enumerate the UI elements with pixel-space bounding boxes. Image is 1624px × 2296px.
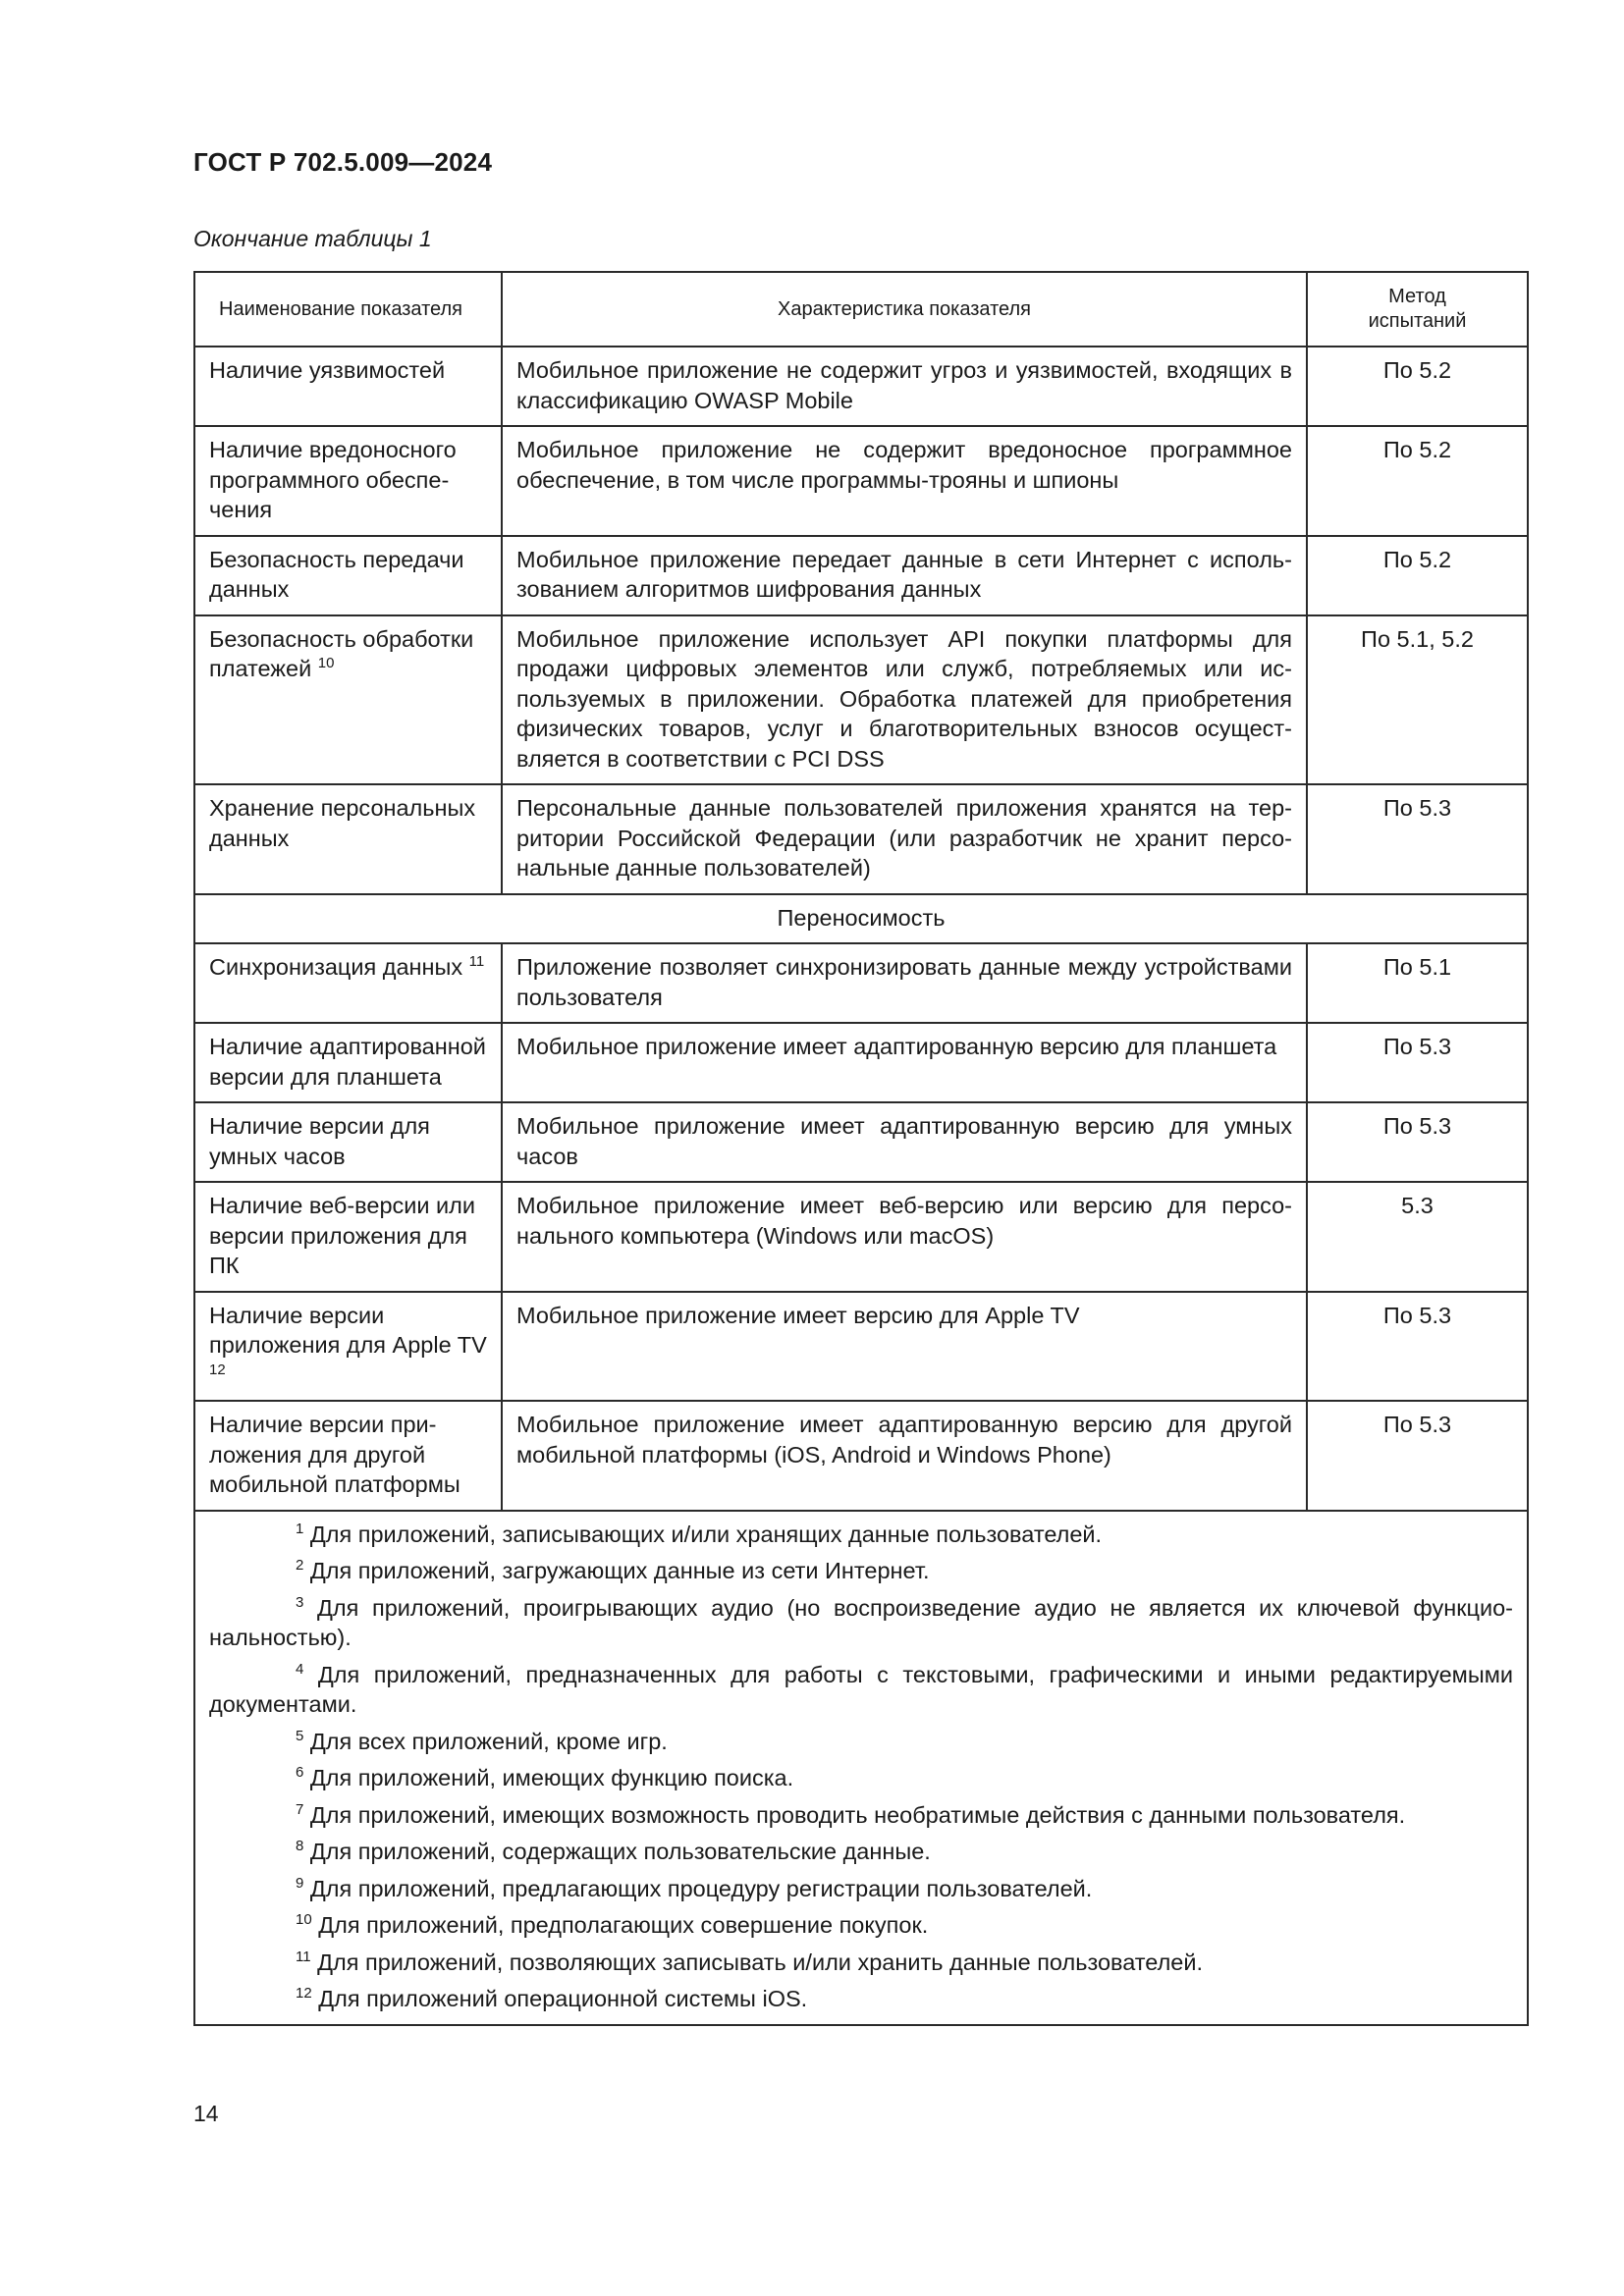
footnote-text: Для приложений, содержащих пользовательские данные. [309,1839,931,1864]
footnote-number: 5 [296,1727,304,1744]
test-method: По 5.3 [1307,1023,1528,1102]
test-method: По 5.3 [1307,1102,1528,1182]
footnote-text: Для приложений операционной системы iOS. [318,1986,808,2011]
test-method: По 5.1 [1307,943,1528,1023]
indicator-characteristic: Мобильное приложение передает данные в сети Интернет с использованием алгоритмов шифрования данных [502,536,1307,615]
footnote-text: Для приложений, предполагающих совершение покупок. [318,1912,929,1938]
footnote-number: 3 [296,1593,304,1611]
footnotes-cell [194,1511,1528,2025]
indicator-characteristic: Мобильное приложение не содержит угроз и уязвимостей, входящих в классификацию OWASP Mobile [502,347,1307,426]
footnote-text: Для приложений, имеющих возможность проводить необратимые действия с данными пользователя. [309,1801,1406,1828]
footnote-text: Для приложений, предлагающих процедуру регистрации пользователей. [309,1875,1093,1901]
footnote-number: 8 [296,1838,304,1854]
indicator-name-cell [194,536,502,615]
indicator-characteristic: Мобильное приложение имеет веб-версию или версию для персонального компьютера (Windows или macOS) [502,1182,1307,1292]
footnote-text: Для приложений, загружающих данные из сети Интернет. [309,1558,930,1583]
indicator-name-cell [194,1401,502,1511]
footnote [209,1837,1513,1867]
footnote [209,1874,1513,1904]
footnote [209,1910,1513,1941]
footnote [209,1520,1513,1550]
indicator-characteristic: Мобильное приложение использует API покупки платформы для продажи цифровых элементов или служб, потребляемых или используемых в приложении. Обработка платежей для приобретения физических товаров, услуг и благотворительных взносов осуществляется в соответствии с PCI DSS [502,615,1307,785]
test-method: По 5.1, 5.2 [1307,615,1528,785]
indicator-name-cell [194,1292,502,1402]
footnote-number: 11 [296,1948,311,1965]
indicator-name-cell [194,1102,502,1182]
footnote-text: Для приложений, имеющих функцию поиска. [309,1765,794,1790]
footnote-text: Для приложений, позволяющих записывать и/или хранить данные пользователей. [317,1949,1204,1975]
footnote-text: Для приложений, проигрывающих аудио (но воспроизведение аудио не является их ключевой функциональностью). [209,1594,1513,1650]
indicator-characteristic: Мобильное приложение имеет адаптированную версию для планшета [502,1023,1307,1102]
column-header-method-text: Метод испытаний [1368,286,1467,332]
footnote-number: 9 [296,1874,304,1892]
section-row [194,894,1528,944]
footnote [209,1660,1513,1720]
indicator-characteristic: Мобильное приложение имеет версию для Apple TV [502,1292,1307,1402]
footnote-number: 7 [296,1800,304,1818]
table-row [194,1023,1528,1102]
indicator-name-cell [194,784,502,894]
indicator-name: Наличие веб-версии или версии приложения для ПК [209,1193,476,1278]
indicator-name: Синхронизация данных [209,954,463,980]
footnote-number: 1 [296,1520,304,1537]
footnote [209,1948,1513,1978]
indicator-name-cell [194,943,502,1023]
indicator-name: Наличие вредоносного программного обеспечения [209,437,457,522]
indicator-name: Хранение персональных данных [209,795,476,851]
indicator-name: Наличие адаптированной версии для планшета [209,1034,486,1090]
footnote [209,1593,1513,1653]
indicator-name: Наличие версии приложения для Apple TV [209,1302,487,1358]
footnote-text: Для всех приложений, кроме игр. [309,1728,668,1754]
footnote-number: 2 [296,1557,304,1574]
footnote-number: 6 [296,1764,304,1781]
footnote-number: 12 [296,1985,312,2002]
footnote-number: 4 [296,1660,304,1678]
table-row [194,347,1528,426]
indicator-name-cell [194,1023,502,1102]
footnote [209,1984,1513,2014]
page-number: 14 [193,2101,219,2126]
footnote-text: Для приложений, записывающих и/или хранящих данные пользователей. [309,1521,1103,1547]
indicator-name: Наличие версии для умных часов [209,1113,430,1169]
table-row [194,784,1528,894]
indicator-name-cell [194,615,502,785]
table-row [194,1401,1528,1511]
footnote-ref: 11 [468,953,485,970]
test-method: 5.3 [1307,1182,1528,1292]
requirements-table [193,271,1529,2026]
table-row [194,615,1528,785]
test-method: По 5.3 [1307,1292,1528,1402]
column-header-name: Наименование показателя [194,272,502,347]
test-method: По 5.2 [1307,426,1528,536]
footnote [209,1763,1513,1793]
footnote-ref: 12 [209,1361,226,1378]
section-title-portability: Переносимость [194,894,1528,944]
indicator-name: Наличие уязвимостей [209,357,446,383]
indicator-name-cell [194,347,502,426]
table-row [194,536,1528,615]
footnotes-row [194,1511,1528,2025]
indicator-name-cell [194,1182,502,1292]
footnote-ref: 10 [317,655,335,671]
footnote-number: 10 [296,1911,312,1928]
indicator-name: Безопасность обработки платежей [209,625,474,681]
indicator-name: Безопасность передачи данных [209,546,464,602]
indicator-name: Наличие версии приложения для другой мобильной платформы [209,1412,460,1497]
table-row [194,1182,1528,1292]
test-method: По 5.2 [1307,536,1528,615]
indicator-characteristic: Мобильное приложение имеет адаптированную версию для умных часов [502,1102,1307,1182]
table-row [194,1292,1528,1402]
indicator-characteristic: Приложение позволяет синхронизировать данные между устройствами пользователя [502,943,1307,1023]
column-header-characteristic: Характеристика показателя [502,272,1307,347]
footnote-text: Для приложений, предназначенных для работы с текстовыми, графическими и иными редактируемыми документами. [209,1661,1513,1717]
footnote [209,1727,1513,1757]
table-row [194,426,1528,536]
table-row [194,943,1528,1023]
table-header-row [194,272,1528,347]
footnote [209,1556,1513,1586]
indicator-characteristic: Мобильное приложение не содержит вредоносное программное обеспечение, в том числе программы-трояны и шпионы [502,426,1307,536]
table-row [194,1102,1528,1182]
indicator-characteristic: Персональные данные пользователей приложения хранятся на территории Российской Федерации (или разработчик не хранит персональные данные пользователей) [502,784,1307,894]
footnote [209,1800,1513,1831]
test-method: По 5.3 [1307,1401,1528,1511]
test-method: По 5.3 [1307,784,1528,894]
column-header-method [1307,272,1528,347]
indicator-name-cell [194,426,502,536]
table-caption: Окончание таблицы 1 [193,226,432,251]
document-code: ГОСТ Р 702.5.009—2024 [193,147,493,177]
test-method: По 5.2 [1307,347,1528,426]
indicator-characteristic: Мобильное приложение имеет адаптированную версию для другой мобильной платформы (iOS, Android и Windows Phone) [502,1401,1307,1511]
